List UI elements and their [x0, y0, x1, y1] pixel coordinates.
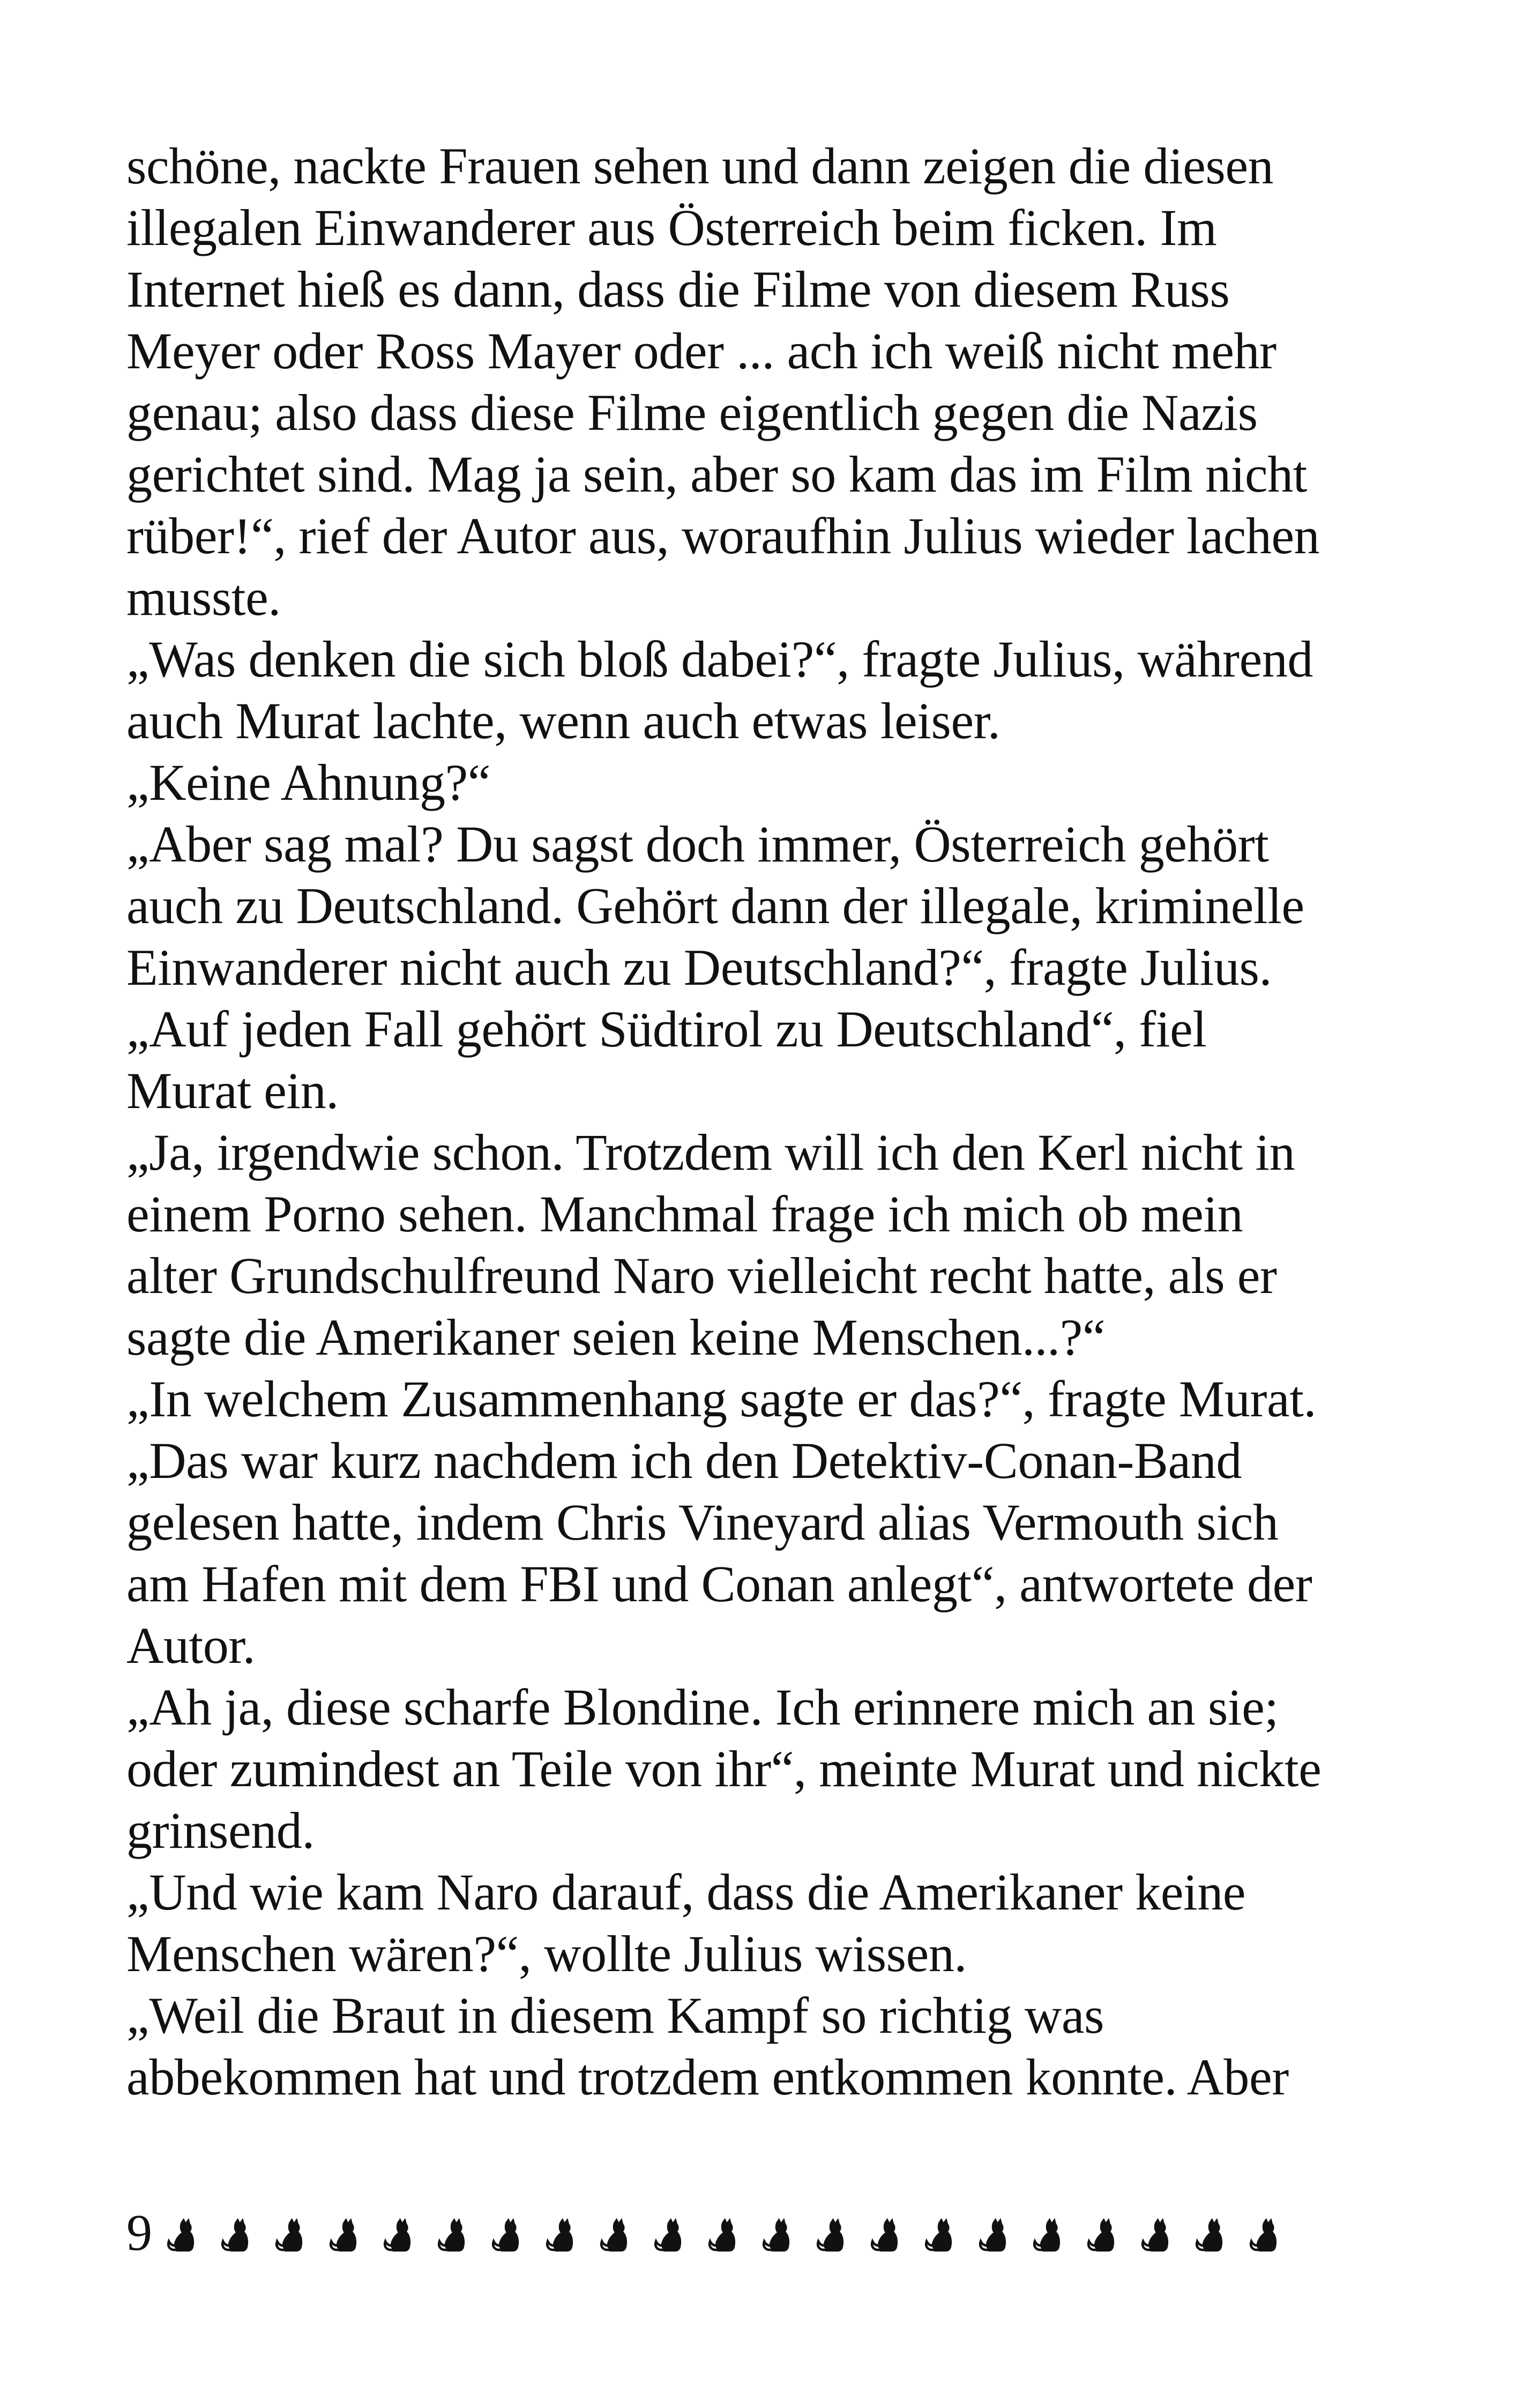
text-line: schöne, nackte Frauen sehen und dann zeigen die diesen	[126, 137, 1274, 195]
text-line: auch Murat lachte, wenn auch etwas leiser.	[126, 692, 1001, 749]
cat-silhouette-icon	[164, 2217, 201, 2254]
text-line: einem Porno sehen. Manchmal frage ich mich ob mein	[126, 1185, 1243, 1243]
cat-silhouette-icon	[380, 2217, 418, 2254]
cat-silhouette-icon	[1192, 2217, 1230, 2254]
text-line: gerichtet sind. Mag ja sein, aber so kam das im Film nicht	[126, 445, 1308, 503]
text-line: „Und wie kam Naro darauf, dass die Amerikaner keine	[126, 1863, 1246, 1921]
cat-silhouette-icon	[922, 2217, 959, 2254]
cat-silhouette-icon	[1030, 2217, 1067, 2254]
cat-silhouette-icon	[1084, 2217, 1122, 2254]
cat-silhouette-icon	[651, 2217, 689, 2254]
text-line: Menschen wären?“, wollte Julius wissen.	[126, 1925, 967, 1982]
cat-silhouette-icon	[813, 2217, 851, 2254]
cat-silhouette-icon	[868, 2217, 905, 2254]
text-line: auch zu Deutschland. Gehört dann der illegale, kriminelle	[126, 877, 1304, 934]
text-line: grinsend.	[126, 1802, 315, 1859]
text-line: „Keine Ahnung?“	[126, 754, 491, 811]
footer-ornament-row	[164, 2217, 1284, 2254]
cat-silhouette-icon	[272, 2217, 310, 2254]
text-line: „Ja, irgendwie schon. Trotzdem will ich den Kerl nicht in	[126, 1124, 1295, 1181]
text-line: „In welchem Zusammenhang sagte er das?“, fragte Murat.	[126, 1370, 1317, 1428]
page-footer	[126, 2203, 1284, 2262]
text-line: am Hafen mit dem FBI und Conan anlegt“, antwortete der	[126, 1555, 1312, 1612]
cat-silhouette-icon	[489, 2217, 526, 2254]
cat-silhouette-icon	[1246, 2217, 1284, 2254]
text-line: alter Grundschulfreund Naro vielleicht recht hatte, als er	[126, 1247, 1277, 1304]
text-line: Meyer oder Ross Mayer oder ... ach ich weiß nicht mehr	[126, 322, 1276, 380]
text-line: musste.	[126, 569, 281, 626]
cat-silhouette-icon	[435, 2217, 472, 2254]
page-number: 9	[126, 2204, 152, 2261]
text-line: „Was denken die sich bloß dabei?“, fragte Julius, während	[126, 630, 1313, 688]
cat-silhouette-icon	[597, 2217, 634, 2254]
text-line: illegalen Einwanderer aus Österreich beim ficken. Im	[126, 199, 1217, 256]
cat-silhouette-icon	[759, 2217, 797, 2254]
text-line: Murat ein.	[126, 1062, 339, 1119]
text-line: sagte die Amerikaner seien keine Menschen...?“	[126, 1309, 1106, 1366]
text-line: gelesen hatte, indem Chris Vineyard alias Vermouth sich	[126, 1493, 1279, 1551]
cat-silhouette-icon	[976, 2217, 1013, 2254]
text-line: Internet hieß es dann, dass die Filme von diesem Russ	[126, 261, 1230, 318]
text-line: Einwanderer nicht auch zu Deutschland?“, fragte Julius.	[126, 939, 1272, 996]
page-text	[126, 135, 1423, 2108]
cat-silhouette-icon	[326, 2217, 364, 2254]
text-line: genau; also dass diese Filme eigentlich gegen die Nazis	[126, 384, 1258, 441]
text-line: rüber!“, rief der Autor aus, woraufhin Julius wieder lachen	[126, 507, 1320, 564]
text-line: Autor.	[126, 1617, 256, 1674]
text-line: „Aber sag mal? Du sagst doch immer, Österreich gehört	[126, 815, 1269, 873]
cat-silhouette-icon	[1138, 2217, 1176, 2254]
text-line: „Weil die Braut in diesem Kampf so richtig was	[126, 1987, 1104, 2044]
cat-silhouette-icon	[705, 2217, 743, 2254]
cat-silhouette-icon	[218, 2217, 256, 2254]
text-line: „Auf jeden Fall gehört Südtirol zu Deutschland“, fiel	[126, 1000, 1207, 1058]
text-line: abbekommen hat und trotzdem entkommen konnte. Aber	[126, 2048, 1289, 2106]
text-line: „Ah ja, diese scharfe Blondine. Ich erinnere mich an sie;	[126, 1678, 1279, 1736]
text-line: oder zumindest an Teile von ihr“, meinte Murat und nickte	[126, 1740, 1322, 1797]
text-line: „Das war kurz nachdem ich den Detektiv-Conan-Band	[126, 1432, 1242, 1489]
cat-silhouette-icon	[543, 2217, 580, 2254]
